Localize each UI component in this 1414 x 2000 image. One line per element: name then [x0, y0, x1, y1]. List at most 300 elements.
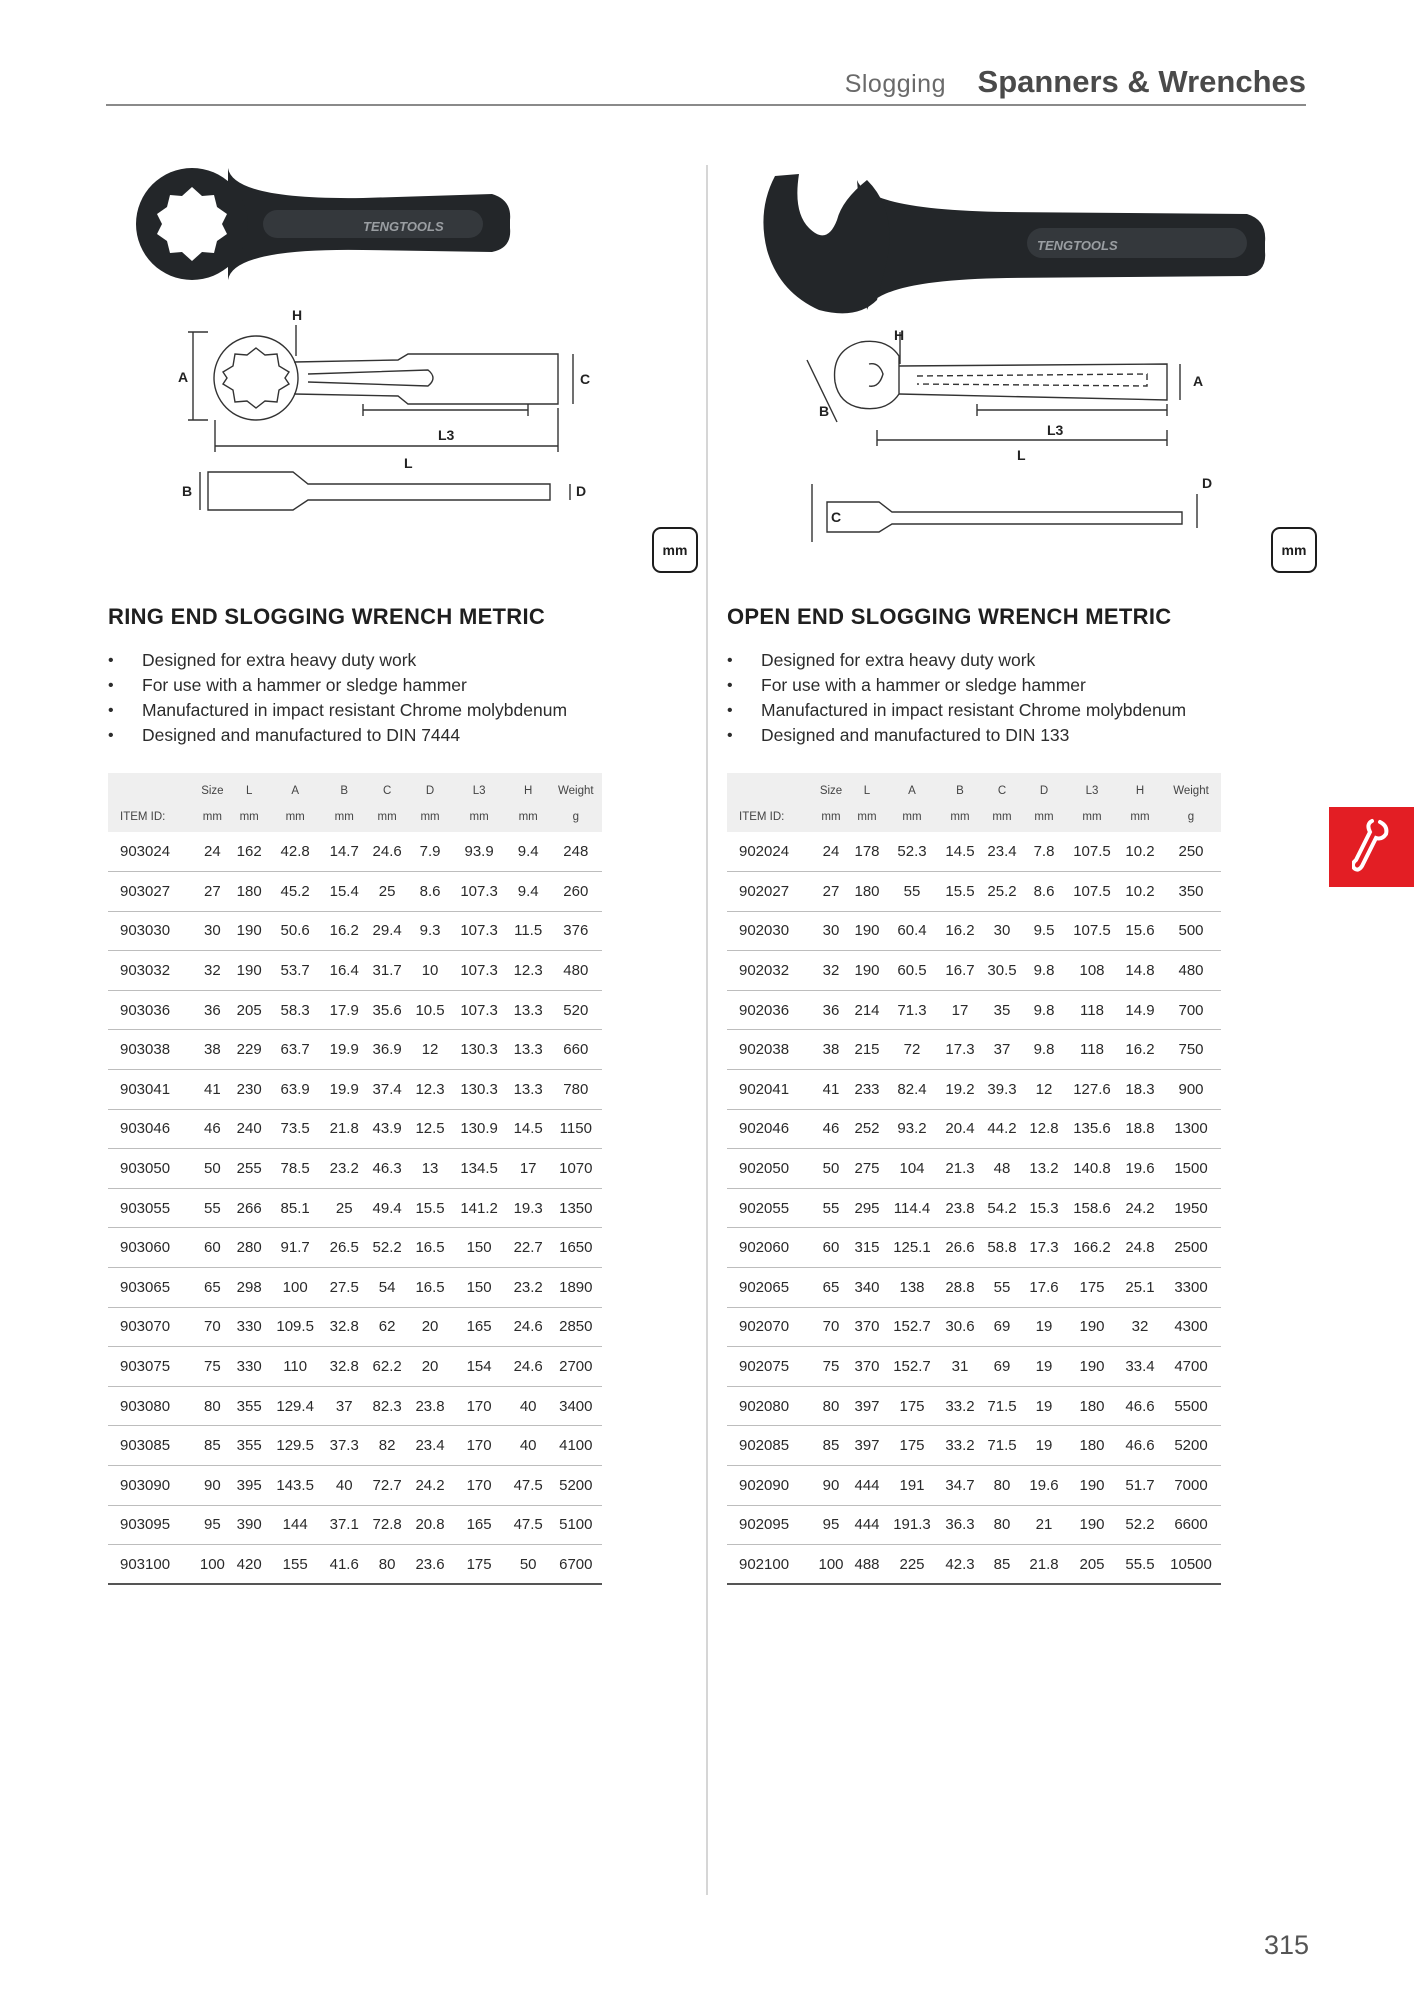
spec-cell: 26.5 [323, 1228, 366, 1268]
spec-cell: 72 [885, 1030, 939, 1070]
spec-cell: 214 [849, 990, 885, 1030]
spec-cell: 750 [1161, 1030, 1221, 1070]
page-header [106, 60, 1306, 106]
spec-cell: 82 [366, 1426, 409, 1466]
spec-cell: 18.3 [1119, 1070, 1161, 1110]
spec-cell: 5200 [1161, 1426, 1221, 1466]
spec-cell: 15.5 [409, 1188, 452, 1228]
spec-cell: 51.7 [1119, 1466, 1161, 1506]
column-header: D [409, 773, 452, 802]
spec-cell: 175 [452, 1545, 507, 1585]
spec-cell: 28.8 [939, 1268, 981, 1308]
spec-cell: 100 [813, 1545, 849, 1585]
spec-cell: 180 [849, 872, 885, 912]
table-row [108, 1188, 602, 1228]
spec-cell: 25 [323, 1188, 366, 1228]
spec-cell: 16.2 [1119, 1030, 1161, 1070]
spec-cell: 175 [885, 1426, 939, 1466]
spec-cell: 30 [813, 911, 849, 951]
column-header: B [939, 773, 981, 802]
spec-cell: 266 [231, 1188, 268, 1228]
svg-text:H: H [894, 327, 905, 343]
header-category: Slogging [844, 70, 946, 98]
spec-cell: 54.2 [981, 1188, 1023, 1228]
spec-cell: 15.5 [939, 872, 981, 912]
spec-cell: 23.2 [323, 1149, 366, 1189]
spec-cell: 32.8 [323, 1347, 366, 1387]
spec-cell: 46 [813, 1109, 849, 1149]
spec-cell: 19.6 [1119, 1149, 1161, 1189]
spec-cell: 8.6 [409, 872, 452, 912]
ring-end-section [108, 150, 698, 1585]
spec-cell: 44.2 [981, 1109, 1023, 1149]
spec-cell: 170 [452, 1426, 507, 1466]
ring-end-dimension-labels [178, 307, 590, 499]
spec-cell: 21.8 [323, 1109, 366, 1149]
spec-cell: 23.8 [939, 1188, 981, 1228]
spec-cell: 24.6 [366, 832, 409, 872]
spec-cell: 1070 [550, 1149, 602, 1189]
item-id-cell: 903055 [108, 1188, 194, 1228]
spec-cell: 13.3 [507, 990, 550, 1030]
unit-header: mm [1023, 802, 1065, 832]
spec-cell: 37 [323, 1386, 366, 1426]
spec-cell: 12.3 [409, 1070, 452, 1110]
spec-cell: 178 [849, 832, 885, 872]
spec-cell: 190 [1065, 1307, 1119, 1347]
spec-cell: 29.4 [366, 911, 409, 951]
spec-cell: 107.3 [452, 911, 507, 951]
spec-cell: 107.5 [1065, 911, 1119, 951]
spec-cell: 52.2 [1119, 1505, 1161, 1545]
spec-cell: 80 [981, 1466, 1023, 1506]
spec-cell: 100 [194, 1545, 231, 1585]
table-row [108, 1070, 602, 1110]
item-id-cell: 903036 [108, 990, 194, 1030]
unit-header: g [1161, 802, 1221, 832]
table-row [727, 911, 1221, 951]
spec-cell: 260 [550, 872, 602, 912]
spec-cell: 80 [981, 1505, 1023, 1545]
spec-cell: 104 [885, 1149, 939, 1189]
spec-table [108, 773, 602, 1585]
spec-cell: 109.5 [268, 1307, 323, 1347]
spec-cell: 900 [1161, 1070, 1221, 1110]
table-row [108, 1228, 602, 1268]
spec-cell: 230 [231, 1070, 268, 1110]
spec-cell: 95 [194, 1505, 231, 1545]
spec-cell: 9.3 [409, 911, 452, 951]
column-header: L3 [452, 773, 507, 802]
spec-cell: 27 [813, 872, 849, 912]
spec-cell: 13.3 [507, 1030, 550, 1070]
spec-cell: 355 [231, 1426, 268, 1466]
spec-cell: 12.3 [507, 951, 550, 991]
spec-cell: 165 [452, 1505, 507, 1545]
item-id-cell: 902080 [727, 1386, 813, 1426]
unit-header: mm [981, 802, 1023, 832]
feature-list [727, 648, 1317, 748]
spec-cell: 444 [849, 1505, 885, 1545]
item-id-cell: 903046 [108, 1109, 194, 1149]
spec-cell: 58.3 [268, 990, 323, 1030]
feature-item: • Designed for extra heavy duty work [108, 648, 698, 673]
spec-cell: 91.7 [268, 1228, 323, 1268]
ring-end-technical-drawing [188, 325, 573, 510]
spec-cell: 16.5 [409, 1268, 452, 1308]
spec-cell: 71.3 [885, 990, 939, 1030]
open-end-illustration [727, 150, 1317, 580]
spec-cell: 16.5 [409, 1228, 452, 1268]
spec-cell: 33.4 [1119, 1347, 1161, 1387]
wrench-icon [1352, 818, 1392, 876]
spec-cell: 53.7 [268, 951, 323, 991]
spec-cell: 80 [813, 1386, 849, 1426]
spec-cell: 12.8 [1023, 1109, 1065, 1149]
spec-cell: 40 [507, 1426, 550, 1466]
spec-cell: 155 [268, 1545, 323, 1585]
item-id-cell: 902038 [727, 1030, 813, 1070]
spec-cell: 330 [231, 1307, 268, 1347]
spec-cell: 107.5 [1065, 872, 1119, 912]
spec-cell: 315 [849, 1228, 885, 1268]
spec-cell: 20 [409, 1307, 452, 1347]
column-header: Size [194, 773, 231, 802]
column-header: A [885, 773, 939, 802]
spec-cell: 47.5 [507, 1466, 550, 1506]
feature-item: • For use with a hammer or sledge hammer [108, 673, 698, 698]
table-row [727, 1030, 1221, 1070]
product-title: RING END SLOGGING WRENCH METRIC [108, 604, 546, 629]
spec-cell: 10 [409, 951, 452, 991]
item-id-cell: 902046 [727, 1109, 813, 1149]
spec-cell: 190 [231, 951, 268, 991]
spec-cell: 134.5 [452, 1149, 507, 1189]
unit-header: mm [813, 802, 849, 832]
column-header: L3 [1065, 773, 1119, 802]
item-id-cell: 902041 [727, 1070, 813, 1110]
column-divider [706, 165, 708, 1895]
spec-cell: 39.3 [981, 1070, 1023, 1110]
table-row [727, 1307, 1221, 1347]
spec-cell: 93.9 [452, 832, 507, 872]
spec-cell: 170 [452, 1386, 507, 1426]
spec-cell: 24.2 [409, 1466, 452, 1506]
spec-cell: 33.2 [939, 1426, 981, 1466]
svg-text:A: A [178, 369, 189, 385]
spec-cell: 129.5 [268, 1426, 323, 1466]
spec-cell: 40 [323, 1466, 366, 1506]
spec-cell: 19.9 [323, 1030, 366, 1070]
spec-cell: 205 [1065, 1545, 1119, 1585]
spec-cell: 520 [550, 990, 602, 1030]
table-row [727, 1228, 1221, 1268]
spec-cell: 152.7 [885, 1307, 939, 1347]
spec-cell: 340 [849, 1268, 885, 1308]
spec-cell: 420 [231, 1545, 268, 1585]
spec-cell: 60.5 [885, 951, 939, 991]
spec-cell: 190 [1065, 1347, 1119, 1387]
spec-cell: 250 [1161, 832, 1221, 872]
unit-header: mm [366, 802, 409, 832]
spec-cell: 16.2 [323, 911, 366, 951]
spec-cell: 9.5 [1023, 911, 1065, 951]
table-row [108, 832, 602, 872]
table-row [727, 1188, 1221, 1228]
unit-header: mm [452, 802, 507, 832]
item-id-cell: 903024 [108, 832, 194, 872]
spec-cell: 275 [849, 1149, 885, 1189]
unit-header: mm [1119, 802, 1161, 832]
spec-cell: 18.8 [1119, 1109, 1161, 1149]
spec-cell: 55 [981, 1268, 1023, 1308]
spec-cell: 3300 [1161, 1268, 1221, 1308]
spec-cell: 1890 [550, 1268, 602, 1308]
item-id-cell: 903090 [108, 1466, 194, 1506]
ring-brand-mark: TENGTOOLS [363, 219, 444, 234]
spec-cell: 127.6 [1065, 1070, 1119, 1110]
spec-cell: 19.9 [323, 1070, 366, 1110]
spec-cell: 85 [813, 1426, 849, 1466]
spec-cell: 1500 [1161, 1149, 1221, 1189]
unit-badge: mm [652, 527, 698, 573]
spec-cell: 14.8 [1119, 951, 1161, 991]
spec-cell: 215 [849, 1030, 885, 1070]
spec-cell: 9.4 [507, 872, 550, 912]
spec-cell: 130.3 [452, 1070, 507, 1110]
feature-item: • Manufactured in impact resistant Chrome molybdenum [727, 698, 1317, 723]
spec-cell: 15.4 [323, 872, 366, 912]
unit-header: mm [323, 802, 366, 832]
spec-cell: 20.8 [409, 1505, 452, 1545]
table-row [727, 1386, 1221, 1426]
unit-badge: mm [1271, 527, 1317, 573]
spec-cell: 82.4 [885, 1070, 939, 1110]
spec-cell: 36.3 [939, 1505, 981, 1545]
ring-end-illustration [108, 150, 698, 580]
spec-cell: 395 [231, 1466, 268, 1506]
spec-cell: 14.7 [323, 832, 366, 872]
spec-cell: 140.8 [1065, 1149, 1119, 1189]
spec-cell: 16.4 [323, 951, 366, 991]
item-id-cell: 902075 [727, 1347, 813, 1387]
spec-cell: 63.9 [268, 1070, 323, 1110]
feature-item: • Designed for extra heavy duty work [727, 648, 1317, 673]
spec-cell: 107.5 [1065, 832, 1119, 872]
spec-cell: 82.3 [366, 1386, 409, 1426]
table-row [108, 872, 602, 912]
spec-cell: 31 [939, 1347, 981, 1387]
spec-cell: 14.9 [1119, 990, 1161, 1030]
spec-cell: 37.1 [323, 1505, 366, 1545]
spec-cell: 6700 [550, 1545, 602, 1585]
spec-cell: 55 [813, 1188, 849, 1228]
spec-cell: 13.2 [1023, 1149, 1065, 1189]
item-id-cell: 903070 [108, 1307, 194, 1347]
item-id-cell: 902070 [727, 1307, 813, 1347]
spec-cell: 41 [813, 1070, 849, 1110]
spec-cell: 65 [813, 1268, 849, 1308]
spec-cell: 17 [939, 990, 981, 1030]
spec-cell: 32.8 [323, 1307, 366, 1347]
column-header: A [268, 773, 323, 802]
spec-cell: 233 [849, 1070, 885, 1110]
spec-cell: 190 [1065, 1466, 1119, 1506]
spec-cell: 17.3 [939, 1030, 981, 1070]
spec-cell: 190 [1065, 1505, 1119, 1545]
spec-cell: 35 [981, 990, 1023, 1030]
item-id-cell: 903030 [108, 911, 194, 951]
spec-cell: 225 [885, 1545, 939, 1585]
spec-cell: 27 [194, 872, 231, 912]
spec-cell: 62.2 [366, 1347, 409, 1387]
table-row [108, 1347, 602, 1387]
svg-text:D: D [576, 483, 587, 499]
svg-text:L3: L3 [1047, 422, 1064, 438]
spec-cell: 8.6 [1023, 872, 1065, 912]
svg-text:D: D [1202, 475, 1213, 491]
item-id-cell: 902065 [727, 1268, 813, 1308]
spec-cell: 114.4 [885, 1188, 939, 1228]
spec-cell: 72.8 [366, 1505, 409, 1545]
spec-cell: 40 [507, 1386, 550, 1426]
svg-text:C: C [580, 371, 591, 387]
spec-cell: 54 [366, 1268, 409, 1308]
spec-cell: 15.6 [1119, 911, 1161, 951]
spec-cell: 158.6 [1065, 1188, 1119, 1228]
item-id-cell: 903032 [108, 951, 194, 991]
open-end-dimension-labels [819, 327, 1212, 525]
item-id-cell: 902100 [727, 1545, 813, 1585]
spec-cell: 1950 [1161, 1188, 1221, 1228]
spec-cell: 30 [194, 911, 231, 951]
spec-cell: 107.3 [452, 990, 507, 1030]
table-row [108, 1505, 602, 1545]
spec-cell: 180 [1065, 1426, 1119, 1466]
spec-cell: 80 [194, 1386, 231, 1426]
table-row [108, 1307, 602, 1347]
spec-cell: 21.3 [939, 1149, 981, 1189]
spec-cell: 24 [813, 832, 849, 872]
spec-cell: 30 [981, 911, 1023, 951]
spec-cell: 255 [231, 1149, 268, 1189]
svg-text:B: B [182, 483, 193, 499]
section-tab [1329, 807, 1414, 887]
spec-cell: 162 [231, 832, 268, 872]
spec-cell: 70 [194, 1307, 231, 1347]
spec-cell: 42.8 [268, 832, 323, 872]
spec-cell: 2700 [550, 1347, 602, 1387]
unit-header: mm [1065, 802, 1119, 832]
spec-cell: 69 [981, 1307, 1023, 1347]
spec-cell: 17 [507, 1149, 550, 1189]
spec-cell: 12.5 [409, 1109, 452, 1149]
spec-cell: 7000 [1161, 1466, 1221, 1506]
item-id-cell: 903060 [108, 1228, 194, 1268]
svg-text:L3: L3 [438, 427, 455, 443]
spec-cell: 37.3 [323, 1426, 366, 1466]
spec-cell: 70 [813, 1307, 849, 1347]
spec-cell: 60 [813, 1228, 849, 1268]
spec-cell: 50 [507, 1545, 550, 1585]
spec-cell: 1350 [550, 1188, 602, 1228]
spec-cell: 23.4 [409, 1426, 452, 1466]
table-row [108, 1149, 602, 1189]
item-id-cell: 902027 [727, 872, 813, 912]
spec-cell: 4100 [550, 1426, 602, 1466]
table-row [108, 990, 602, 1030]
svg-text:B: B [819, 403, 830, 419]
page-number: 315 [1263, 1930, 1309, 1960]
spec-cell: 1150 [550, 1109, 602, 1149]
spec-cell: 80 [366, 1545, 409, 1585]
spec-cell: 55.5 [1119, 1545, 1161, 1585]
table-row [727, 1070, 1221, 1110]
spec-cell: 23.4 [981, 832, 1023, 872]
spec-cell: 141.2 [452, 1188, 507, 1228]
feature-item: • Manufactured in impact resistant Chrome molybdenum [108, 698, 698, 723]
spec-cell: 190 [231, 911, 268, 951]
unit-header: mm [268, 802, 323, 832]
spec-cell: 14.5 [939, 832, 981, 872]
spec-cell: 19.3 [507, 1188, 550, 1228]
svg-text:C: C [831, 509, 842, 525]
item-id-cell: 903075 [108, 1347, 194, 1387]
spec-cell: 660 [550, 1030, 602, 1070]
spec-cell: 30.5 [981, 951, 1023, 991]
spec-cell: 60 [194, 1228, 231, 1268]
spec-cell: 43.9 [366, 1109, 409, 1149]
spec-cell: 150 [452, 1228, 507, 1268]
unit-header: mm [885, 802, 939, 832]
spec-cell: 700 [1161, 990, 1221, 1030]
table-row [727, 1109, 1221, 1149]
item-id-cell: 903085 [108, 1426, 194, 1466]
unit-header: ITEM ID: [108, 802, 194, 832]
open-brand-mark: TENGTOOLS [1037, 238, 1118, 253]
spec-cell: 330 [231, 1347, 268, 1387]
spec-cell: 444 [849, 1466, 885, 1506]
spec-cell: 24.2 [1119, 1188, 1161, 1228]
spec-cell: 47.5 [507, 1505, 550, 1545]
spec-cell: 240 [231, 1109, 268, 1149]
item-id-cell: 902024 [727, 832, 813, 872]
spec-cell: 125.1 [885, 1228, 939, 1268]
spec-cell: 130.3 [452, 1030, 507, 1070]
spec-cell: 31.7 [366, 951, 409, 991]
open-end-wrench-photo [763, 174, 1265, 313]
spec-cell: 154 [452, 1347, 507, 1387]
spec-cell: 110 [268, 1347, 323, 1387]
column-header [108, 773, 194, 802]
spec-cell: 48 [981, 1149, 1023, 1189]
item-id-cell: 903038 [108, 1030, 194, 1070]
header-title: Spanners & Wrenches [977, 64, 1306, 99]
spec-cell: 45.2 [268, 872, 323, 912]
spec-cell: 17.6 [1023, 1268, 1065, 1308]
spec-cell: 78.5 [268, 1149, 323, 1189]
feature-list [108, 648, 698, 748]
column-header: C [981, 773, 1023, 802]
open-end-section [727, 150, 1317, 1585]
open-end-technical-drawing [807, 332, 1197, 542]
spec-cell: 107.3 [452, 951, 507, 991]
spec-cell: 60.4 [885, 911, 939, 951]
spec-cell: 118 [1065, 990, 1119, 1030]
spec-cell: 32 [813, 951, 849, 991]
spec-cell: 108 [1065, 951, 1119, 991]
item-id-cell: 902055 [727, 1188, 813, 1228]
